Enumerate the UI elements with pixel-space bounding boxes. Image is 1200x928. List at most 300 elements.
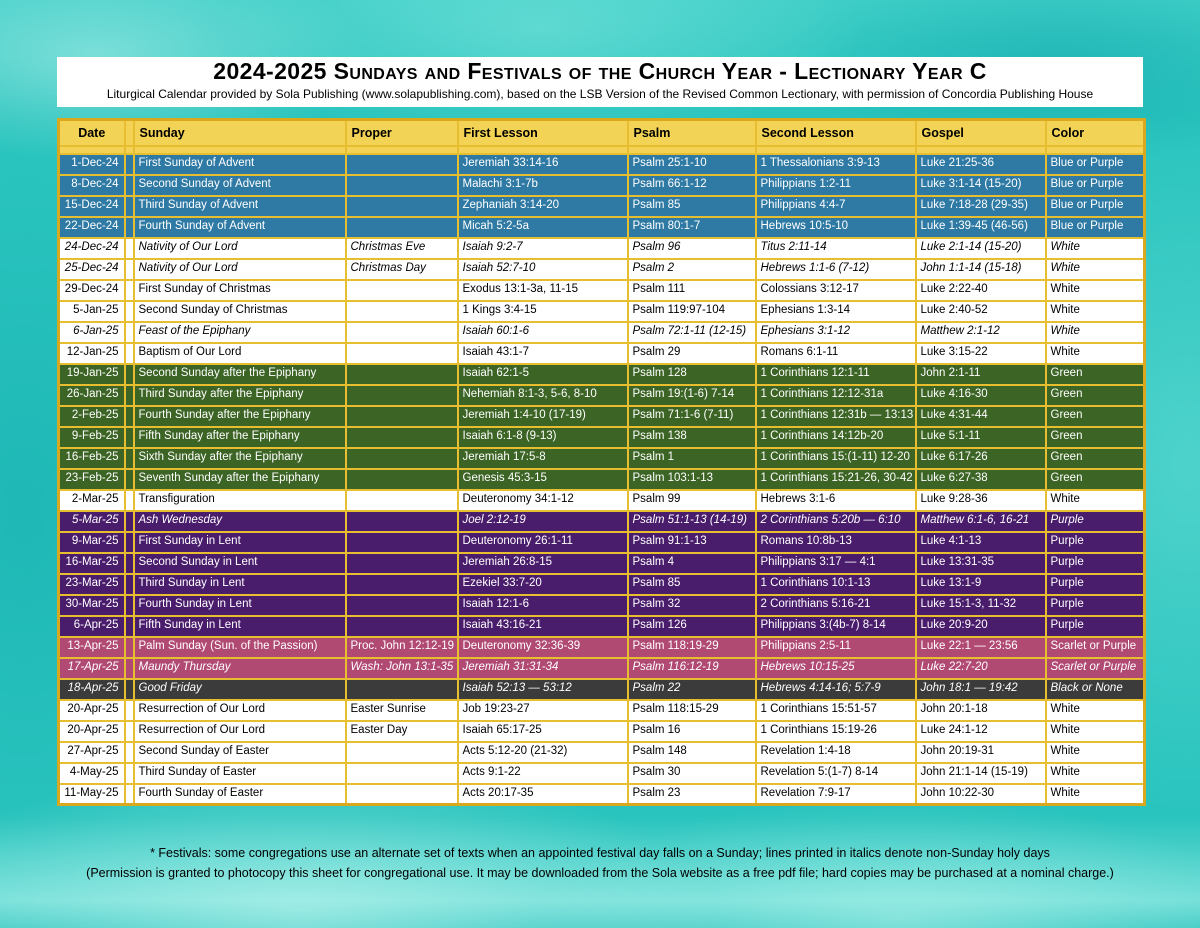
- cell-proper: [346, 532, 458, 553]
- cell-gap: [125, 490, 134, 511]
- cell-color: White: [1046, 721, 1145, 742]
- cell-proper: [346, 385, 458, 406]
- cell-psalm: Psalm 99: [628, 490, 756, 511]
- table-row: [59, 301, 1145, 322]
- cell-sunday: Sixth Sunday after the Epiphany: [134, 448, 346, 469]
- cell-psalm: Psalm 71:1-6 (7-11): [628, 406, 756, 427]
- header-spacer-row: [59, 146, 1145, 154]
- cell-gap: [125, 784, 134, 805]
- cell-second_lesson: Hebrews 4:14-16; 5:7-9: [756, 679, 916, 700]
- cell-gospel: Luke 2:1-14 (15-20): [916, 238, 1046, 259]
- cell-gap: [125, 343, 134, 364]
- cell-sunday: Seventh Sunday after the Epiphany: [134, 469, 346, 490]
- cell-first_lesson: Isaiah 52:7-10: [458, 259, 628, 280]
- cell-first_lesson: Isaiah 62:1-5: [458, 364, 628, 385]
- cell-second_lesson: 1 Corinthians 10:1-13: [756, 574, 916, 595]
- table-row: [59, 490, 1145, 511]
- cell-gospel: Luke 15:1-3, 11-32: [916, 595, 1046, 616]
- cell-second_lesson: Romans 6:1-11: [756, 343, 916, 364]
- cell-first_lesson: Jeremiah 26:8-15: [458, 553, 628, 574]
- cell-gospel: Luke 13:1-9: [916, 574, 1046, 595]
- cell-sunday: Fourth Sunday after the Epiphany: [134, 406, 346, 427]
- table-row: [59, 196, 1145, 217]
- cell-first_lesson: Jeremiah 33:14-16: [458, 154, 628, 175]
- cell-gospel: Luke 4:1-13: [916, 532, 1046, 553]
- table-row: [59, 427, 1145, 448]
- cell-sunday: First Sunday of Christmas: [134, 280, 346, 301]
- cell-proper: [346, 784, 458, 805]
- cell-date: 1-Dec-24: [59, 154, 125, 175]
- cell-second_lesson: Titus 2:11-14: [756, 238, 916, 259]
- table-row: [59, 385, 1145, 406]
- cell-first_lesson: Micah 5:2-5a: [458, 217, 628, 238]
- cell-first_lesson: Isaiah 9:2-7: [458, 238, 628, 259]
- cell-color: White: [1046, 301, 1145, 322]
- cell-first_lesson: Isaiah 43:16-21: [458, 616, 628, 637]
- column-header-color: Color: [1046, 120, 1145, 146]
- cell-second_lesson: Philippians 2:5-11: [756, 637, 916, 658]
- cell-gospel: Luke 21:25-36: [916, 154, 1046, 175]
- cell-proper: [346, 322, 458, 343]
- cell-color: Black or None: [1046, 679, 1145, 700]
- cell-gap: [125, 553, 134, 574]
- header-row: [59, 120, 1145, 146]
- cell-psalm: Psalm 118:19-29: [628, 637, 756, 658]
- cell-gap: [125, 259, 134, 280]
- cell-first_lesson: Jeremiah 31:31-34: [458, 658, 628, 679]
- cell-gap: [125, 742, 134, 763]
- cell-proper: [346, 427, 458, 448]
- cell-gospel: Luke 2:22-40: [916, 280, 1046, 301]
- cell-first_lesson: Jeremiah 17:5-8: [458, 448, 628, 469]
- table-row: [59, 679, 1145, 700]
- column-header-date: Date: [59, 120, 125, 146]
- cell-date: 11-May-25: [59, 784, 125, 805]
- cell-gospel: Luke 22:7-20: [916, 658, 1046, 679]
- cell-psalm: Psalm 119:97-104: [628, 301, 756, 322]
- cell-sunday: Fifth Sunday after the Epiphany: [134, 427, 346, 448]
- cell-color: Purple: [1046, 595, 1145, 616]
- table-row: [59, 553, 1145, 574]
- table-row: [59, 784, 1145, 805]
- table-row: [59, 721, 1145, 742]
- cell-second_lesson: 1 Corinthians 15:19-26: [756, 721, 916, 742]
- cell-sunday: Maundy Thursday: [134, 658, 346, 679]
- cell-proper: [346, 217, 458, 238]
- cell-second_lesson: 1 Corinthians 15:21-26, 30-42: [756, 469, 916, 490]
- cell-gap: [125, 427, 134, 448]
- cell-date: 23-Mar-25: [59, 574, 125, 595]
- cell-color: White: [1046, 490, 1145, 511]
- cell-color: White: [1046, 700, 1145, 721]
- table-row: [59, 637, 1145, 658]
- cell-sunday: Fourth Sunday of Advent: [134, 217, 346, 238]
- cell-date: 15-Dec-24: [59, 196, 125, 217]
- cell-sunday: Fourth Sunday in Lent: [134, 595, 346, 616]
- cell-color: Purple: [1046, 616, 1145, 637]
- cell-proper: [346, 553, 458, 574]
- table-row: [59, 532, 1145, 553]
- cell-sunday: Second Sunday after the Epiphany: [134, 364, 346, 385]
- table-row: [59, 700, 1145, 721]
- cell-psalm: Psalm 148: [628, 742, 756, 763]
- cell-sunday: Ash Wednesday: [134, 511, 346, 532]
- cell-sunday: Palm Sunday (Sun. of the Passion): [134, 637, 346, 658]
- cell-psalm: Psalm 126: [628, 616, 756, 637]
- page-title: 2024-2025 Sundays and Festivals of the Church Year - Lectionary Year C: [213, 58, 987, 84]
- footnote-permission: (Permission is granted to photocopy this sheet for congregational use. It may be downloaded from the Sola website as a free pdf file; hard copies may be purchased at a nominal charge.): [86, 866, 1114, 880]
- cell-gap: [125, 217, 134, 238]
- cell-date: 26-Jan-25: [59, 385, 125, 406]
- table-row: [59, 658, 1145, 679]
- cell-second_lesson: Romans 10:8b-13: [756, 532, 916, 553]
- cell-sunday: Resurrection of Our Lord: [134, 700, 346, 721]
- cell-gospel: John 20:19-31: [916, 742, 1046, 763]
- cell-first_lesson: Genesis 45:3-15: [458, 469, 628, 490]
- cell-first_lesson: Zephaniah 3:14-20: [458, 196, 628, 217]
- cell-color: Green: [1046, 448, 1145, 469]
- cell-date: 16-Feb-25: [59, 448, 125, 469]
- table-row: [59, 763, 1145, 784]
- cell-gap: [125, 175, 134, 196]
- cell-psalm: Psalm 32: [628, 595, 756, 616]
- cell-date: 9-Mar-25: [59, 532, 125, 553]
- title-band: [57, 57, 1143, 107]
- column-header-gospel: Gospel: [916, 120, 1046, 146]
- cell-proper: [346, 574, 458, 595]
- cell-first_lesson: Acts 5:12-20 (21-32): [458, 742, 628, 763]
- table-row: [59, 343, 1145, 364]
- cell-gap: [125, 616, 134, 637]
- cell-date: 20-Apr-25: [59, 721, 125, 742]
- cell-second_lesson: Hebrews 1:1-6 (7-12): [756, 259, 916, 280]
- cell-psalm: Psalm 118:15-29: [628, 700, 756, 721]
- cell-proper: Christmas Day: [346, 259, 458, 280]
- cell-gap: [125, 154, 134, 175]
- cell-second_lesson: Colossians 3:12-17: [756, 280, 916, 301]
- table-row: [59, 259, 1145, 280]
- cell-gospel: Luke 2:40-52: [916, 301, 1046, 322]
- table-row: [59, 217, 1145, 238]
- cell-proper: [346, 490, 458, 511]
- cell-second_lesson: 2 Corinthians 5:16-21: [756, 595, 916, 616]
- cell-proper: [346, 406, 458, 427]
- cell-first_lesson: Exodus 13:1-3a, 11-15: [458, 280, 628, 301]
- cell-proper: Proc. John 12:12-19: [346, 637, 458, 658]
- cell-psalm: Psalm 23: [628, 784, 756, 805]
- cell-second_lesson: Revelation 5:(1-7) 8-14: [756, 763, 916, 784]
- cell-second_lesson: Hebrews 10:15-25: [756, 658, 916, 679]
- cell-proper: Christmas Eve: [346, 238, 458, 259]
- cell-gospel: Luke 7:18-28 (29-35): [916, 196, 1046, 217]
- cell-gap: [125, 364, 134, 385]
- cell-color: White: [1046, 343, 1145, 364]
- cell-proper: [346, 511, 458, 532]
- cell-color: Green: [1046, 406, 1145, 427]
- cell-sunday: Nativity of Our Lord: [134, 238, 346, 259]
- cell-gap: [125, 448, 134, 469]
- cell-second_lesson: 1 Corinthians 12:12-31a: [756, 385, 916, 406]
- cell-first_lesson: Isaiah 43:1-7: [458, 343, 628, 364]
- cell-gap: [125, 763, 134, 784]
- table-row: [59, 154, 1145, 175]
- cell-psalm: Psalm 29: [628, 343, 756, 364]
- calendar-table: [57, 118, 1146, 806]
- column-header-sunday: Sunday: [134, 120, 346, 146]
- cell-gap: [125, 385, 134, 406]
- cell-date: 24-Dec-24: [59, 238, 125, 259]
- cell-gospel: John 18:1 — 19:42: [916, 679, 1046, 700]
- cell-proper: [346, 679, 458, 700]
- cell-second_lesson: 1 Corinthians 15:(1-11) 12-20: [756, 448, 916, 469]
- cell-psalm: Psalm 85: [628, 574, 756, 595]
- cell-first_lesson: Deuteronomy 26:1-11: [458, 532, 628, 553]
- cell-psalm: Psalm 19:(1-6) 7-14: [628, 385, 756, 406]
- cell-psalm: Psalm 1: [628, 448, 756, 469]
- cell-psalm: Psalm 16: [628, 721, 756, 742]
- cell-gap: [125, 658, 134, 679]
- cell-psalm: Psalm 85: [628, 196, 756, 217]
- cell-color: Blue or Purple: [1046, 196, 1145, 217]
- cell-proper: Easter Sunrise: [346, 700, 458, 721]
- cell-second_lesson: Ephesians 3:1-12: [756, 322, 916, 343]
- cell-first_lesson: Malachi 3:1-7b: [458, 175, 628, 196]
- cell-gospel: Matthew 2:1-12: [916, 322, 1046, 343]
- cell-date: 12-Jan-25: [59, 343, 125, 364]
- cell-sunday: Second Sunday of Easter: [134, 742, 346, 763]
- cell-date: 5-Jan-25: [59, 301, 125, 322]
- cell-proper: [346, 154, 458, 175]
- cell-first_lesson: Deuteronomy 32:36-39: [458, 637, 628, 658]
- cell-date: 6-Jan-25: [59, 322, 125, 343]
- cell-color: Green: [1046, 469, 1145, 490]
- column-header-proper: Proper: [346, 120, 458, 146]
- cell-gap: [125, 721, 134, 742]
- cell-proper: [346, 301, 458, 322]
- cell-gospel: Luke 24:1-12: [916, 721, 1046, 742]
- table-row: [59, 406, 1145, 427]
- cell-date: 5-Mar-25: [59, 511, 125, 532]
- cell-second_lesson: Philippians 3:(4b-7) 8-14: [756, 616, 916, 637]
- cell-gospel: Luke 20:9-20: [916, 616, 1046, 637]
- cell-proper: [346, 763, 458, 784]
- cell-first_lesson: Isaiah 6:1-8 (9-13): [458, 427, 628, 448]
- cell-color: Blue or Purple: [1046, 154, 1145, 175]
- cell-psalm: Psalm 51:1-13 (14-19): [628, 511, 756, 532]
- cell-gap: [125, 532, 134, 553]
- cell-gospel: John 10:22-30: [916, 784, 1046, 805]
- cell-proper: [346, 742, 458, 763]
- cell-gap: [125, 511, 134, 532]
- cell-color: Scarlet or Purple: [1046, 658, 1145, 679]
- cell-gap: [125, 595, 134, 616]
- cell-date: 16-Mar-25: [59, 553, 125, 574]
- cell-second_lesson: 2 Corinthians 5:20b — 6:10: [756, 511, 916, 532]
- cell-gospel: Luke 6:27-38: [916, 469, 1046, 490]
- calendar-table-body: [59, 146, 1145, 805]
- cell-gospel: John 1:1-14 (15-18): [916, 259, 1046, 280]
- cell-psalm: Psalm 80:1-7: [628, 217, 756, 238]
- cell-sunday: Fourth Sunday of Easter: [134, 784, 346, 805]
- cell-first_lesson: Deuteronomy 34:1-12: [458, 490, 628, 511]
- cell-date: 25-Dec-24: [59, 259, 125, 280]
- cell-date: 29-Dec-24: [59, 280, 125, 301]
- cell-proper: [346, 616, 458, 637]
- cell-proper: [346, 448, 458, 469]
- table-row: [59, 595, 1145, 616]
- table-row: [59, 616, 1145, 637]
- table-row: [59, 238, 1145, 259]
- cell-psalm: Psalm 111: [628, 280, 756, 301]
- cell-first_lesson: Ezekiel 33:7-20: [458, 574, 628, 595]
- cell-date: 2-Feb-25: [59, 406, 125, 427]
- cell-gospel: Luke 3:15-22: [916, 343, 1046, 364]
- cell-sunday: Resurrection of Our Lord: [134, 721, 346, 742]
- table-row: [59, 574, 1145, 595]
- cell-date: 13-Apr-25: [59, 637, 125, 658]
- cell-date: 27-Apr-25: [59, 742, 125, 763]
- cell-psalm: Psalm 66:1-12: [628, 175, 756, 196]
- cell-gap: [125, 637, 134, 658]
- cell-gap: [125, 406, 134, 427]
- cell-gap: [125, 238, 134, 259]
- cell-proper: Wash: John 13:1-35: [346, 658, 458, 679]
- cell-gap: [125, 301, 134, 322]
- cell-second_lesson: Philippians 3:17 — 4:1: [756, 553, 916, 574]
- cell-color: Purple: [1046, 532, 1145, 553]
- cell-gap: [125, 469, 134, 490]
- cell-proper: [346, 469, 458, 490]
- cell-color: White: [1046, 742, 1145, 763]
- cell-date: 6-Apr-25: [59, 616, 125, 637]
- cell-sunday: Second Sunday of Christmas: [134, 301, 346, 322]
- cell-psalm: Psalm 72:1-11 (12-15): [628, 322, 756, 343]
- cell-color: Purple: [1046, 574, 1145, 595]
- cell-color: Blue or Purple: [1046, 217, 1145, 238]
- cell-sunday: Transfiguration: [134, 490, 346, 511]
- table-row: [59, 742, 1145, 763]
- cell-gospel: Luke 4:16-30: [916, 385, 1046, 406]
- cell-color: White: [1046, 259, 1145, 280]
- cell-date: 17-Apr-25: [59, 658, 125, 679]
- cell-psalm: Psalm 25:1-10: [628, 154, 756, 175]
- cell-proper: [346, 196, 458, 217]
- cell-first_lesson: 1 Kings 3:4-15: [458, 301, 628, 322]
- cell-psalm: Psalm 30: [628, 763, 756, 784]
- cell-first_lesson: Isaiah 60:1-6: [458, 322, 628, 343]
- cell-date: 20-Apr-25: [59, 700, 125, 721]
- cell-psalm: Psalm 91:1-13: [628, 532, 756, 553]
- cell-color: White: [1046, 784, 1145, 805]
- cell-date: 9-Feb-25: [59, 427, 125, 448]
- cell-first_lesson: Isaiah 12:1-6: [458, 595, 628, 616]
- cell-psalm: Psalm 96: [628, 238, 756, 259]
- cell-color: Purple: [1046, 511, 1145, 532]
- cell-first_lesson: Acts 9:1-22: [458, 763, 628, 784]
- cell-gospel: John 20:1-18: [916, 700, 1046, 721]
- column-header-second_lesson: Second Lesson: [756, 120, 916, 146]
- cell-gospel: John 21:1-14 (15-19): [916, 763, 1046, 784]
- cell-color: White: [1046, 238, 1145, 259]
- cell-proper: [346, 280, 458, 301]
- cell-gospel: Luke 22:1 — 23:56: [916, 637, 1046, 658]
- cell-sunday: Fifth Sunday in Lent: [134, 616, 346, 637]
- cell-date: 8-Dec-24: [59, 175, 125, 196]
- column-header-psalm: Psalm: [628, 120, 756, 146]
- cell-psalm: Psalm 116:12-19: [628, 658, 756, 679]
- cell-sunday: Good Friday: [134, 679, 346, 700]
- cell-second_lesson: 1 Corinthians 15:51-57: [756, 700, 916, 721]
- cell-sunday: Second Sunday of Advent: [134, 175, 346, 196]
- cell-date: 30-Mar-25: [59, 595, 125, 616]
- cell-second_lesson: Revelation 1:4-18: [756, 742, 916, 763]
- cell-second_lesson: Revelation 7:9-17: [756, 784, 916, 805]
- table-row: [59, 448, 1145, 469]
- cell-first_lesson: Acts 20:17-35: [458, 784, 628, 805]
- cell-gap: [125, 196, 134, 217]
- cell-first_lesson: Job 19:23-27: [458, 700, 628, 721]
- cell-date: 4-May-25: [59, 763, 125, 784]
- cell-first_lesson: Isaiah 52:13 — 53:12: [458, 679, 628, 700]
- cell-proper: [346, 343, 458, 364]
- cell-psalm: Psalm 4: [628, 553, 756, 574]
- cell-psalm: Psalm 103:1-13: [628, 469, 756, 490]
- cell-gap: [125, 574, 134, 595]
- cell-proper: [346, 175, 458, 196]
- cell-second_lesson: 1 Corinthians 12:31b — 13:13: [756, 406, 916, 427]
- table-row: [59, 175, 1145, 196]
- cell-color: White: [1046, 763, 1145, 784]
- cell-sunday: First Sunday of Advent: [134, 154, 346, 175]
- table-row: [59, 322, 1145, 343]
- column-header-first_lesson: First Lesson: [458, 120, 628, 146]
- cell-color: Purple: [1046, 553, 1145, 574]
- cell-color: Green: [1046, 385, 1145, 406]
- cell-sunday: Baptism of Our Lord: [134, 343, 346, 364]
- cell-sunday: Third Sunday after the Epiphany: [134, 385, 346, 406]
- cell-first_lesson: Isaiah 65:17-25: [458, 721, 628, 742]
- cell-second_lesson: Philippians 1:2-11: [756, 175, 916, 196]
- cell-color: Green: [1046, 364, 1145, 385]
- cell-psalm: Psalm 2: [628, 259, 756, 280]
- cell-date: 18-Apr-25: [59, 679, 125, 700]
- cell-sunday: Feast of the Epiphany: [134, 322, 346, 343]
- cell-gospel: Luke 1:39-45 (46-56): [916, 217, 1046, 238]
- cell-psalm: Psalm 22: [628, 679, 756, 700]
- cell-psalm: Psalm 128: [628, 364, 756, 385]
- cell-second_lesson: Philippians 4:4-7: [756, 196, 916, 217]
- cell-color: Green: [1046, 427, 1145, 448]
- cell-gospel: Luke 6:17-26: [916, 448, 1046, 469]
- cell-color: Scarlet or Purple: [1046, 637, 1145, 658]
- cell-gap: [125, 700, 134, 721]
- cell-sunday: First Sunday in Lent: [134, 532, 346, 553]
- cell-second_lesson: Ephesians 1:3-14: [756, 301, 916, 322]
- cell-proper: [346, 364, 458, 385]
- cell-gospel: Luke 9:28-36: [916, 490, 1046, 511]
- cell-gospel: Luke 5:1-11: [916, 427, 1046, 448]
- table-row: [59, 469, 1145, 490]
- cell-first_lesson: Nehemiah 8:1-3, 5-6, 8-10: [458, 385, 628, 406]
- cell-date: 23-Feb-25: [59, 469, 125, 490]
- cell-first_lesson: Joel 2:12-19: [458, 511, 628, 532]
- table-row: [59, 511, 1145, 532]
- cell-proper: Easter Day: [346, 721, 458, 742]
- cell-gap: [125, 280, 134, 301]
- footnotes: [57, 843, 1143, 883]
- footnote-festivals: * Festivals: some congregations use an alternate set of texts when an appointed festival day falls on a Sunday; lines printed in italics denote non-Sunday holy days: [150, 846, 1050, 860]
- cell-gospel: Matthew 6:1-6, 16-21: [916, 511, 1046, 532]
